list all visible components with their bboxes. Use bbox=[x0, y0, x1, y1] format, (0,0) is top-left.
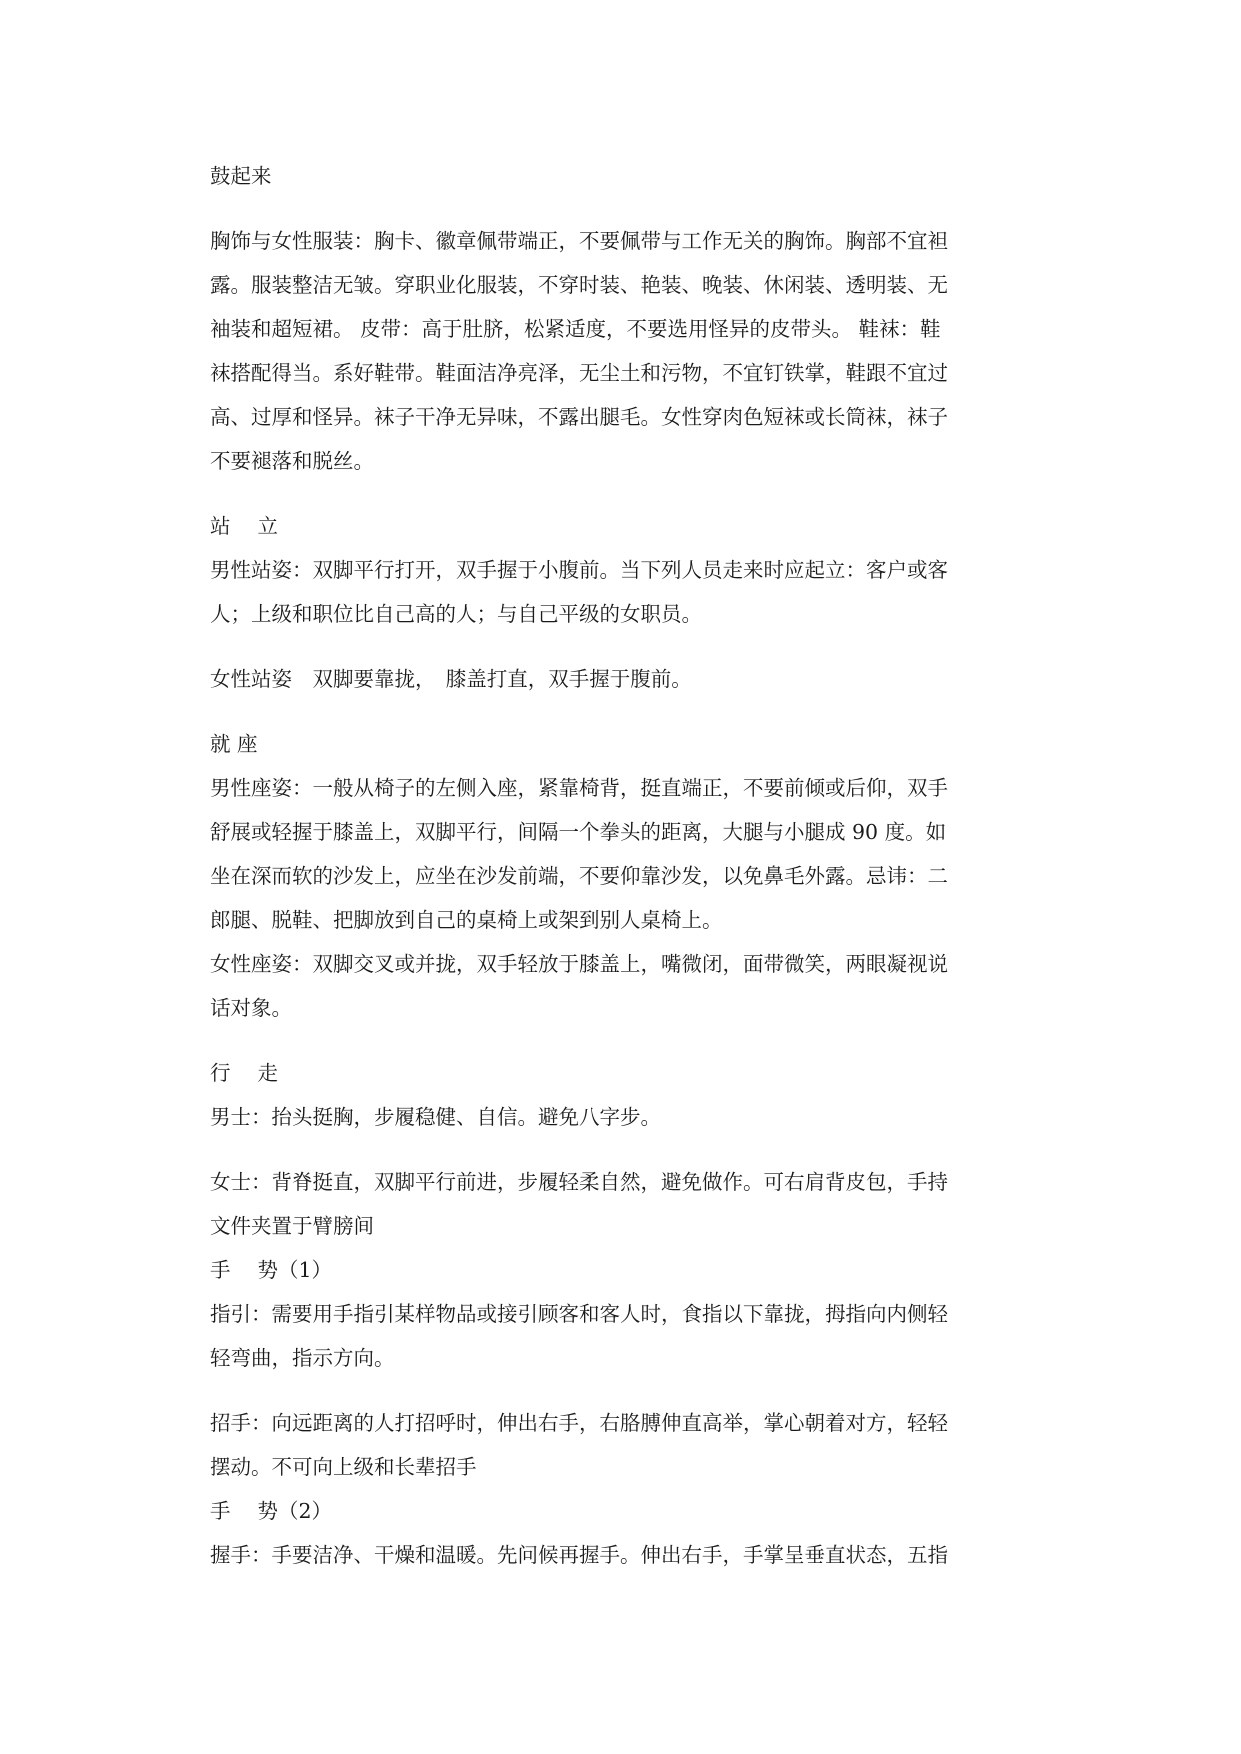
paragraph-female-sitting-line-1: 女性座姿：双脚交叉或并拢，双手轻放于膝盖上，嘴微闭，面带微笑，两眼凝视说 bbox=[210, 952, 948, 976]
paragraph-handshake-line-1: 握手：手要洁净、干燥和温暖。先问候再握手。伸出右手，手掌呈垂直状态，五指 bbox=[210, 1543, 948, 1567]
paragraph-attire-line-5: 高、过厚和怪异。袜子干净无异味，不露出腿毛。女性穿肉色短袜或长筒袜，袜子 bbox=[210, 405, 948, 429]
heading-sitting: 就 座 bbox=[210, 732, 258, 756]
paragraph-female-walking-line-1: 女士：背脊挺直，双脚平行前进，步履轻柔自然，避免做作。可右肩背皮包，手持 bbox=[210, 1170, 948, 1194]
paragraph-pointing-line-1: 指引：需要用手指引某样物品或接引顾客和客人时，食指以下靠拢，拇指向内侧轻 bbox=[210, 1302, 948, 1326]
paragraph-pointing-line-2: 轻弯曲，指示方向。 bbox=[210, 1346, 395, 1370]
paragraph-attire-line-2: 露。服装整洁无皱。穿职业化服装，不穿时装、艳装、晚装、休闲装、透明装、无 bbox=[210, 273, 948, 297]
paragraph-male-standing-line-1: 男性站姿：双脚平行打开，双手握于小腹前。当下列人员走来时应起立：客户或客 bbox=[210, 558, 948, 582]
heading-gesture-2: 手 势（2） bbox=[210, 1499, 333, 1523]
heading-walking: 行 走 bbox=[210, 1061, 279, 1085]
paragraph-attire-line-4: 袜搭配得当。系好鞋带。鞋面洁净亮泽，无尘土和污物，不宜钉铁掌，鞋跟不宜过 bbox=[210, 361, 948, 385]
paragraph-waving-line-2: 摆动。不可向上级和长辈招手 bbox=[210, 1455, 477, 1479]
paragraph-male-sitting-line-2: 舒展或轻握于膝盖上，双脚平行，间隔一个拳头的距离，大腿与小腿成 90 度。如 bbox=[210, 820, 947, 844]
paragraph-male-sitting-line-3: 坐在深而软的沙发上，应坐在沙发前端，不要仰靠沙发，以免鼻毛外露。忌讳：二 bbox=[210, 864, 948, 888]
paragraph-male-sitting-line-1: 男性座姿：一般从椅子的左侧入座，紧靠椅背，挺直端正，不要前倾或后仰，双手 bbox=[210, 776, 948, 800]
paragraph-attire-line-6: 不要褪落和脱丝。 bbox=[210, 449, 374, 473]
heading-gesture-1: 手 势（1） bbox=[210, 1258, 333, 1282]
paragraph-attire-line-1: 胸饰与女性服装：胸卡、徽章佩带端正，不要佩带与工作无关的胸饰。胸部不宜袒 bbox=[210, 229, 948, 253]
paragraph-female-sitting-line-2: 话对象。 bbox=[210, 996, 292, 1020]
paragraph-male-standing-line-2: 人；上级和职位比自己高的人；与自己平级的女职员。 bbox=[210, 602, 702, 626]
paragraph-attire-line-3: 袖装和超短裙。 皮带：高于肚脐，松紧适度，不要选用怪异的皮带头。 鞋袜：鞋 bbox=[210, 317, 941, 341]
paragraph-male-walking: 男士：抬头挺胸，步履稳健、自信。避免八字步。 bbox=[210, 1105, 661, 1129]
paragraph-waving-line-1: 招手：向远距离的人打招呼时，伸出右手，右胳膊伸直高举，掌心朝着对方，轻轻 bbox=[210, 1411, 948, 1435]
paragraph-intro: 鼓起来 bbox=[210, 164, 272, 188]
paragraph-female-standing: 女性站姿 双脚要靠拢， 膝盖打直，双手握于腹前。 bbox=[210, 667, 692, 691]
heading-standing: 站 立 bbox=[210, 514, 279, 538]
paragraph-female-walking-line-2: 文件夹置于臂膀间 bbox=[210, 1214, 374, 1238]
paragraph-male-sitting-line-4: 郎腿、脱鞋、把脚放到自己的桌椅上或架到别人桌椅上。 bbox=[210, 908, 723, 932]
